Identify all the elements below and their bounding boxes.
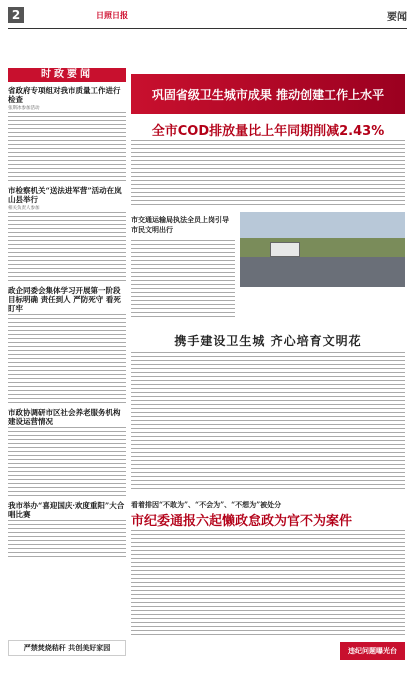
- left-headline-2[interactable]: 市检察机关“送法进军营”活动在岚山县举行: [8, 186, 122, 204]
- main-headline[interactable]: 全市COD排放量比上年同期削减2.43%: [151, 124, 385, 139]
- article-text: [8, 427, 126, 497]
- column-tag: 时政要闻: [8, 68, 126, 82]
- article-text: [8, 314, 126, 404]
- bottom-ad: 严禁焚烧秸秆 共创美好家园: [8, 640, 126, 656]
- left-headline-1[interactable]: 省政府专项组对我市质量工作进行检查: [8, 86, 121, 104]
- left-sub-2: 相关负责人参加: [8, 206, 40, 211]
- mid-article-text: [131, 240, 235, 320]
- page-header: [8, 4, 407, 26]
- news-photo: [240, 212, 405, 287]
- left-headline-5[interactable]: 我市举办“喜迎国庆·欢度重阳”大合唱比赛: [8, 501, 125, 519]
- brand-logo: 日照日报: [96, 10, 128, 20]
- section-title: 要闻: [387, 11, 407, 23]
- slogan-headline: 携手建设卫生城 齐心培育文明花: [174, 334, 362, 348]
- left-sub-1: 张斯冰参加活动: [8, 106, 40, 111]
- header-rule: [8, 28, 407, 29]
- mid-headline[interactable]: 市交通运输局执法全员上岗引导市民文明出行: [131, 215, 229, 234]
- banner-headline: 巩固省级卫生城市成果 推动创建工作上水平: [131, 74, 405, 114]
- page-number: 2: [8, 7, 24, 23]
- main-article-text: [131, 140, 405, 205]
- article-text: [8, 520, 126, 560]
- feature-article-text: [131, 352, 405, 492]
- truck-image: [270, 242, 300, 257]
- left-headline-3[interactable]: 政企同委会集体学习开展第一阶段目标明确 责任到人 严防死守 看死盯牢: [8, 286, 121, 313]
- exposure-tag: 违纪问题曝光台: [340, 642, 405, 660]
- bottom-article-text: [131, 530, 405, 635]
- bottom-kicker: 看着排因“不敢为”、“不会为”、“不想为”被处分: [131, 500, 282, 509]
- article-text: [8, 112, 126, 182]
- left-column: [8, 68, 126, 561]
- bottom-headline[interactable]: 市纪委通报六起懒政怠政为官不为案件: [131, 514, 353, 529]
- left-headline-4[interactable]: 市政协调研市区社会养老服务机构建设运营情况: [8, 408, 121, 426]
- article-text: [8, 212, 126, 282]
